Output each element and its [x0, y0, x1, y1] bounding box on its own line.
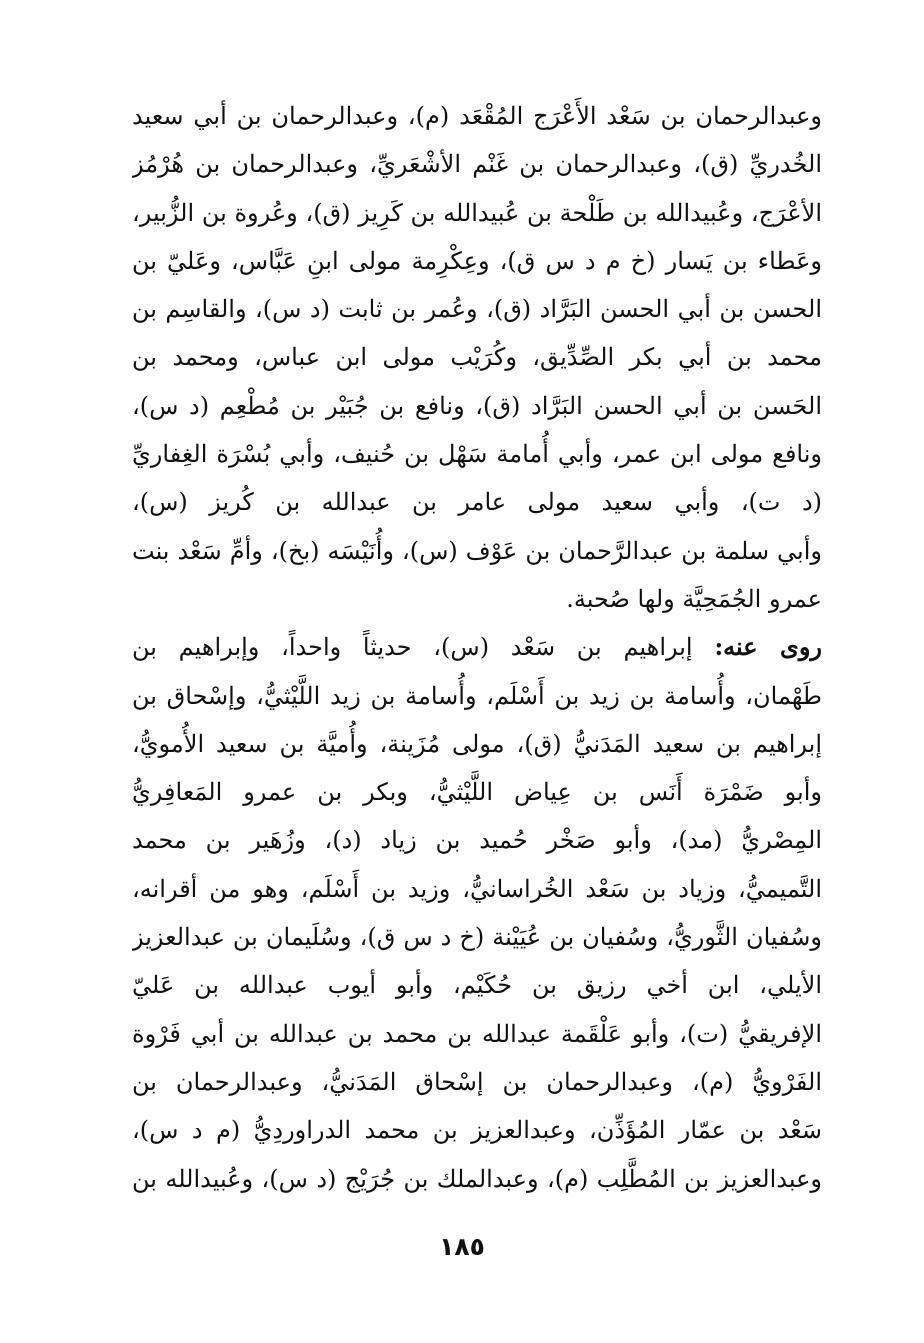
- page-number: ١٨٥: [439, 1232, 485, 1261]
- text-line: الإفريقيُّ (ت)، وأبو عَلْقَمة عبدالله بن محمد بن عبدالله بن أبي فَرْوة: [132, 1019, 822, 1048]
- text-line-lead: [132, 623, 822, 671]
- paragraph-narrators: [132, 623, 822, 1203]
- text-line: عمرو الجُمَحِيَّة ولها صُحبة.: [566, 584, 822, 613]
- text-line: (د ت)، وأبي سعيد مولى عامر بن عبدالله بن كُريز (س)،: [132, 488, 822, 517]
- text-line: وعبدالرحمان بن سَعْد الأَعْرَج المُقْعَد (م)، وعبدالرحمان بن أبي سعيد: [132, 102, 822, 130]
- text-line-rest: إبراهيم بن سَعْد (س)، حديثاً واحداً، وإبراهيم بن: [132, 633, 715, 662]
- text-line: التَّميميُّ، وزياد بن سَعْد الخُراسانيُّ، وزيد بن أَسْلَم، وهو من أقرانه،: [132, 874, 822, 903]
- text-line: ونافع مولى ابن عمر، وأبي أُمامة سَهْل بن حُنيف، وأبي بُسْرَة الغِفاريِّ: [132, 440, 822, 469]
- text-line: وأبو ضَمْرَة أَنَس بن عِياض اللَّيْثيُّ، وبكر بن عمرو المَعافِريُّ: [132, 778, 822, 807]
- text-line: الخُدريِّ (ق)، وعبدالرحمان بن غَنْم الأشْعَريِّ، وعبدالرحمان بن هُرْمُز: [132, 150, 822, 179]
- text-line: طَهْمان، وأُسامة بن زيد بن أَسْلَم، وأُسامة بن زيد اللَّيْثيُّ، وإسْحاق بن: [132, 681, 822, 710]
- paragraph-teachers: [132, 92, 822, 623]
- text-line: سَعْد بن عمّار المُؤَذِّن، وعبدالعزيز بن محمد الدراوردِيُّ (م د س)،: [132, 1116, 822, 1145]
- text-line: الفَرْويُّ (م)، وعبدالرحمان بن إسْحاق المَدَنيُّ، وعبدالرحمان بن: [132, 1067, 822, 1096]
- body-text: [132, 92, 822, 1203]
- text-line: الأعْرَج، وعُبيدالله بن طَلْحة بن عُبيدالله بن كَرِيز (ق)، وعُروة بن الزُّبير،: [132, 198, 822, 227]
- text-line: الحَسن بن أبي الحسن البَرَّاد (ق)، ونافع بن جُبَيْر بن مُطْعِم (د س)،: [132, 391, 822, 420]
- text-line: محمد بن أبي بكر الصِّدِّيق، وكُرَيْب مولى ابن عباس، ومحمد بن: [132, 343, 822, 372]
- text-line: الحسن بن أبي الحسن البَرَّاد (ق)، وعُمر بن ثابت (د س)، والقاسِم بن: [132, 295, 822, 324]
- text-line: وعَطاء بن يَسار (خ م د س ق)، وعِكْرِمة مولى ابنِ عَبَّاس، وعَليّ بن: [132, 246, 822, 275]
- text-line: وأبي سلمة بن عبدالرَّحمان بن عَوْف (س)، وأُنَيْسَه (بخ)، وأمِّ سَعْد بنت: [132, 536, 822, 565]
- text-line: إبراهيم بن سعيد المَدَنيُّ (ق)، مولى مُزَينة، وأُميَّة بن سعيد الأُمويُّ،: [132, 729, 822, 758]
- text-line: وعبدالعزيز بن المُطَّلِب (م)، وعبدالملك بن جُرَيْج (د س)، وعُبيدالله بن: [132, 1164, 822, 1193]
- section-lead: روى عنه:: [714, 632, 822, 662]
- text-line: وسُفيان الثَّوريُّ، وسُفيان بن عُيَيْنة (خ د س ق)، وسُلَيمان بن عبدالعزيز: [132, 923, 822, 952]
- text-line: المِصْريُّ (مد)، وأبو صَخْر حُميد بن زياد (د)، وزُهَير بن محمد: [132, 826, 822, 855]
- text-line: الأيلي، ابن أخي رزيق بن حُكَيْم، وأبو أيوب عبدالله بن عَليّ: [132, 971, 822, 1000]
